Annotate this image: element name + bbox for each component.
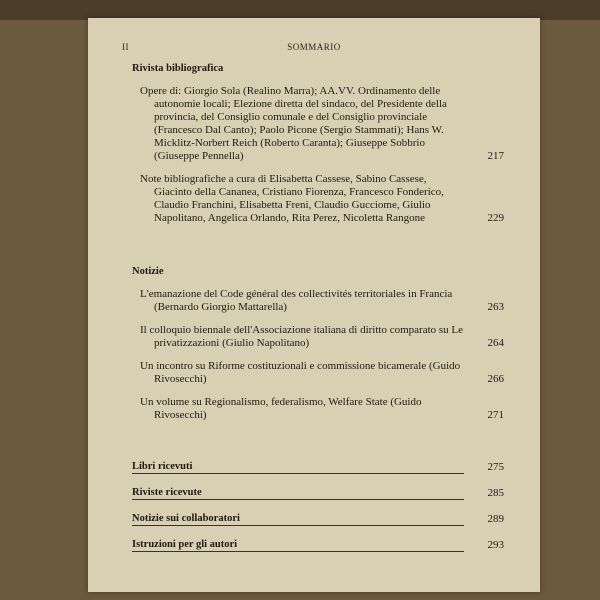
toc-entry-text: L'emanazione del Code général des collectivités territoriales in Francia (Bernardo Giorgio Mattarella) xyxy=(140,288,453,313)
toc-entry xyxy=(140,85,504,163)
toc-entry-page: 264 xyxy=(487,337,504,349)
table-of-contents xyxy=(132,62,504,552)
toc-entry-page: 217 xyxy=(487,150,504,162)
toc-entry-page: 275 xyxy=(487,461,504,473)
toc-entry-text: Un volume su Regionalismo, federalismo, Welfare State (Guido Rivosecchi) xyxy=(140,396,422,421)
toc-entry xyxy=(140,396,504,422)
toc-bold-label: Riviste ricevute xyxy=(132,486,464,500)
toc-bold-label: Libri ricevuti xyxy=(132,460,464,474)
toc-bold-entry xyxy=(132,512,504,526)
toc-entry-text: Opere di: Giorgio Sola (Realino Marra); AA.VV. Ordinamento delle autonomie locali; Elezione diretta del sindaco, del Presidente della provincia, del Consiglio comunale e del Consiglio provinciale (Francesco Dal Canto); Paolo Picone (Sergio Stammati); Hans W. Micklitz-Norbert Reich (Roberto Caranta); Giuseppe Sobbrio (Giuseppe Pennella) xyxy=(140,85,447,162)
toc-entry-page: 271 xyxy=(487,409,504,421)
toc-entry-page: 285 xyxy=(487,487,504,499)
book-page xyxy=(88,18,540,592)
toc-entry xyxy=(140,360,504,386)
toc-entry-text: Note bibliografiche a cura di Elisabetta Cassese, Sabino Cassese, Giacinto della Cananea, Cristiano Fiorenza, Francesco Fonderico, Claudio Franchini, Elisabetta Freni, Claudio Gucciome, Giulio Napolitano, Angelica Orlando, Rita Perez, Nicoletta Rangone xyxy=(140,173,444,224)
toc-bold-entry xyxy=(132,486,504,500)
toc-entry-page: 289 xyxy=(487,513,504,525)
toc-entry-text: Un incontro su Riforme costituzionali e commissione bicamerale (Guido Rivosecchi) xyxy=(140,360,461,385)
toc-entry-page: 229 xyxy=(487,212,504,224)
toc-entry-page: 263 xyxy=(487,301,504,313)
toc-bold-label: Notizie sui collaboratori xyxy=(132,512,464,526)
toc-bold-label: Istruzioni per gli autori xyxy=(132,538,464,552)
background-edge xyxy=(0,0,600,20)
header-title: SOMMARIO xyxy=(287,42,341,52)
section-title-rivista: Rivista bibliografica xyxy=(132,63,224,74)
toc-bold-entry xyxy=(132,538,504,552)
section-title-notizie: Notizie xyxy=(132,266,164,277)
toc-entry xyxy=(140,324,504,350)
toc-entry xyxy=(140,288,504,314)
header-page-number: II xyxy=(122,42,129,52)
toc-entry-page: 293 xyxy=(487,539,504,551)
toc-entry xyxy=(140,173,504,225)
toc-entry-text: Il colloquio biennale dell'Associazione italiana di diritto comparato su Le privatizzazioni (Giulio Napolitano) xyxy=(140,324,464,349)
toc-bold-entry xyxy=(132,460,504,474)
toc-entry-page: 266 xyxy=(487,373,504,385)
